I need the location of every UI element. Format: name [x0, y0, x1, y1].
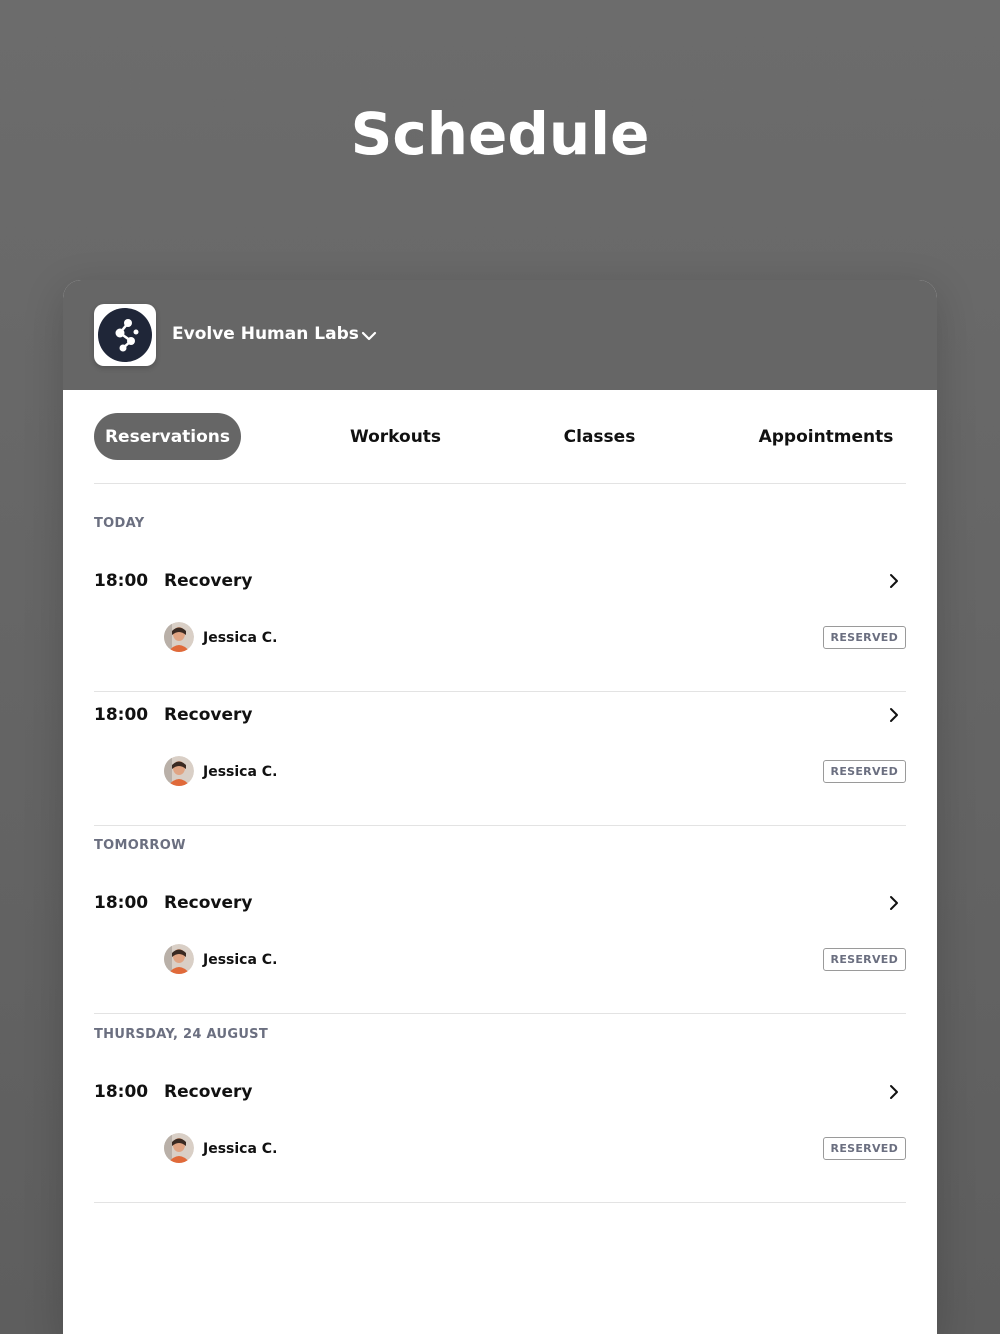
tabs-divider: [94, 483, 906, 484]
chevron-right-icon[interactable]: [886, 894, 902, 912]
tab-workouts[interactable]: Workouts: [349, 426, 442, 447]
tab-appointments[interactable]: Appointments: [758, 426, 894, 447]
avatar: [164, 1133, 194, 1163]
instructor-name: Jessica C.: [203, 764, 278, 780]
avatar: [164, 622, 194, 652]
item-title: Recovery: [164, 1082, 253, 1102]
tab-bar: [94, 413, 906, 461]
instructor-name: Jessica C.: [203, 952, 278, 968]
evolve-logo-icon: [98, 308, 152, 362]
item-title: Recovery: [164, 571, 253, 591]
instructor-name: Jessica C.: [203, 1141, 278, 1157]
status-badge: RESERVED: [823, 760, 906, 783]
tab-reservations[interactable]: Reservations: [94, 413, 241, 460]
org-name[interactable]: Evolve Human Labs: [172, 324, 359, 344]
section-label-today: TODAY: [94, 516, 145, 531]
chevron-right-icon[interactable]: [886, 1083, 902, 1101]
list-item[interactable]: [94, 1069, 906, 1203]
list-item[interactable]: [94, 558, 906, 692]
page-title: Schedule: [350, 100, 650, 168]
section-label-thursday: THURSDAY, 24 AUGUST: [94, 1027, 269, 1042]
chevron-right-icon[interactable]: [886, 706, 902, 724]
chevron-down-icon[interactable]: [359, 326, 379, 346]
item-time: 18:00: [94, 893, 149, 913]
item-time: 18:00: [94, 705, 149, 725]
tab-classes[interactable]: Classes: [563, 426, 636, 447]
status-badge: RESERVED: [823, 1137, 906, 1160]
org-header: [63, 280, 937, 390]
avatar: [164, 756, 194, 786]
item-title: Recovery: [164, 893, 253, 913]
avatar: [164, 944, 194, 974]
instructor-name: Jessica C.: [203, 630, 278, 646]
schedule-card: [63, 280, 937, 1334]
item-time: 18:00: [94, 1082, 149, 1102]
status-badge: RESERVED: [823, 948, 906, 971]
item-title: Recovery: [164, 705, 253, 725]
status-badge: RESERVED: [823, 626, 906, 649]
org-logo[interactable]: [94, 304, 156, 366]
item-time: 18:00: [94, 571, 149, 591]
list-item[interactable]: [94, 692, 906, 826]
list-item[interactable]: [94, 880, 906, 1014]
chevron-right-icon[interactable]: [886, 572, 902, 590]
section-label-tomorrow: TOMORROW: [94, 838, 186, 853]
